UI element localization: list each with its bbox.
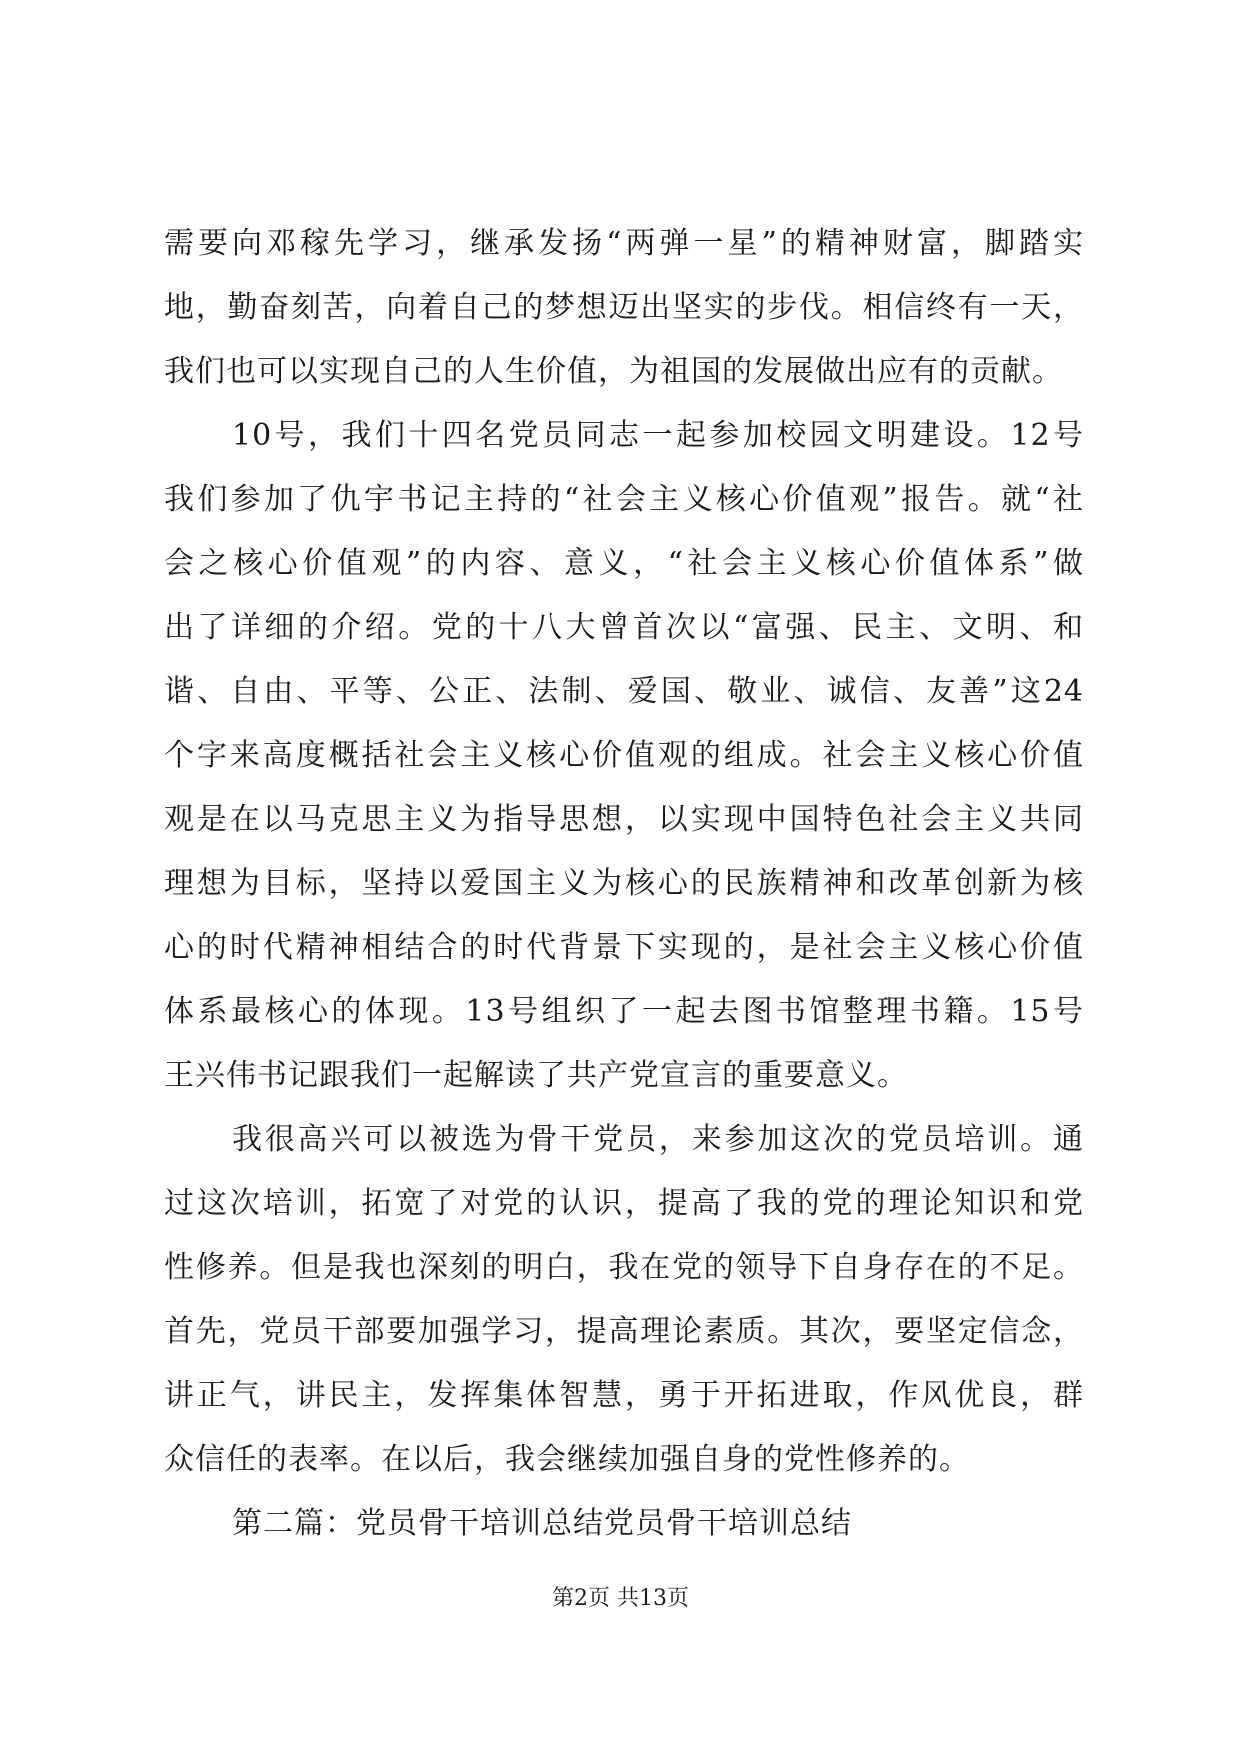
text-line: 讲正气，讲民主，发挥集体智慧，勇于开拓进取，作风优良，群	[164, 1378, 1084, 1413]
text-line: 地，勤奋刻苦，向着自己的梦想迈出坚实的步伐。相信终有一天，	[164, 290, 1084, 325]
text-line: 众信任的表率。在以后，我会继续加强自身的党性修养的。	[164, 1442, 970, 1477]
text-line: 观是在以马克思主义为指导思想，以实现中国特色社会主义共同	[164, 802, 1084, 837]
text-line: 个字来高度概括社会主义核心价值观的组成。社会主义核心价值	[164, 738, 1084, 773]
document-body	[164, 212, 1084, 1556]
text-line: 出了详细的介绍。党的十八大曾首次以“富强、民主、文明、和	[164, 610, 1084, 645]
text-line: 性修养。但是我也深刻的明白，我在党的领导下自身存在的不足。	[164, 1250, 1084, 1285]
text-line: 理想为目标，坚持以爱国主义为核心的民族精神和改革创新为核	[164, 866, 1084, 901]
text-line: 过这次培训，拓宽了对党的认识，提高了我的党的理论知识和党	[164, 1186, 1084, 1221]
text-line: 需要向邓稼先学习，继承发扬“两弹一星”的精神财富，脚踏实	[164, 226, 1084, 261]
text-line: 会之核心价值观”的内容、意义，“社会主义核心价值体系”做	[164, 546, 1084, 581]
paragraph-start-line: 10号，我们十四名党员同志一起参加校园文明建设。12号	[232, 418, 1084, 453]
text-line: 我们参加了仇宇书记主持的“社会主义核心价值观”报告。就“社	[164, 482, 1084, 517]
text-line: 体系最核心的体现。13号组织了一起去图书馆整理书籍。15号	[164, 994, 1084, 1029]
text-line: 谐、自由、平等、公正、法制、爱国、敬业、诚信、友善”这24	[164, 674, 1084, 709]
paragraph-start-line: 我很高兴可以被选为骨干党员，来参加这次的党员培训。通	[232, 1122, 1084, 1157]
text-line: 我们也可以实现自己的人生价值，为祖国的发展做出应有的贡献。	[164, 354, 1063, 389]
text-line: 首先，党员干部要加强学习，提高理论素质。其次，要坚定信念，	[164, 1314, 1084, 1349]
page-number: 第2页 共13页	[552, 1586, 689, 1611]
section-heading: 第二篇：党员骨干培训总结党员骨干培训总结	[232, 1506, 852, 1541]
text-line: 心的时代精神相结合的时代背景下实现的，是社会主义核心价值	[164, 930, 1084, 965]
text-line: 王兴伟书记跟我们一起解读了共产党宣言的重要意义。	[164, 1058, 908, 1093]
